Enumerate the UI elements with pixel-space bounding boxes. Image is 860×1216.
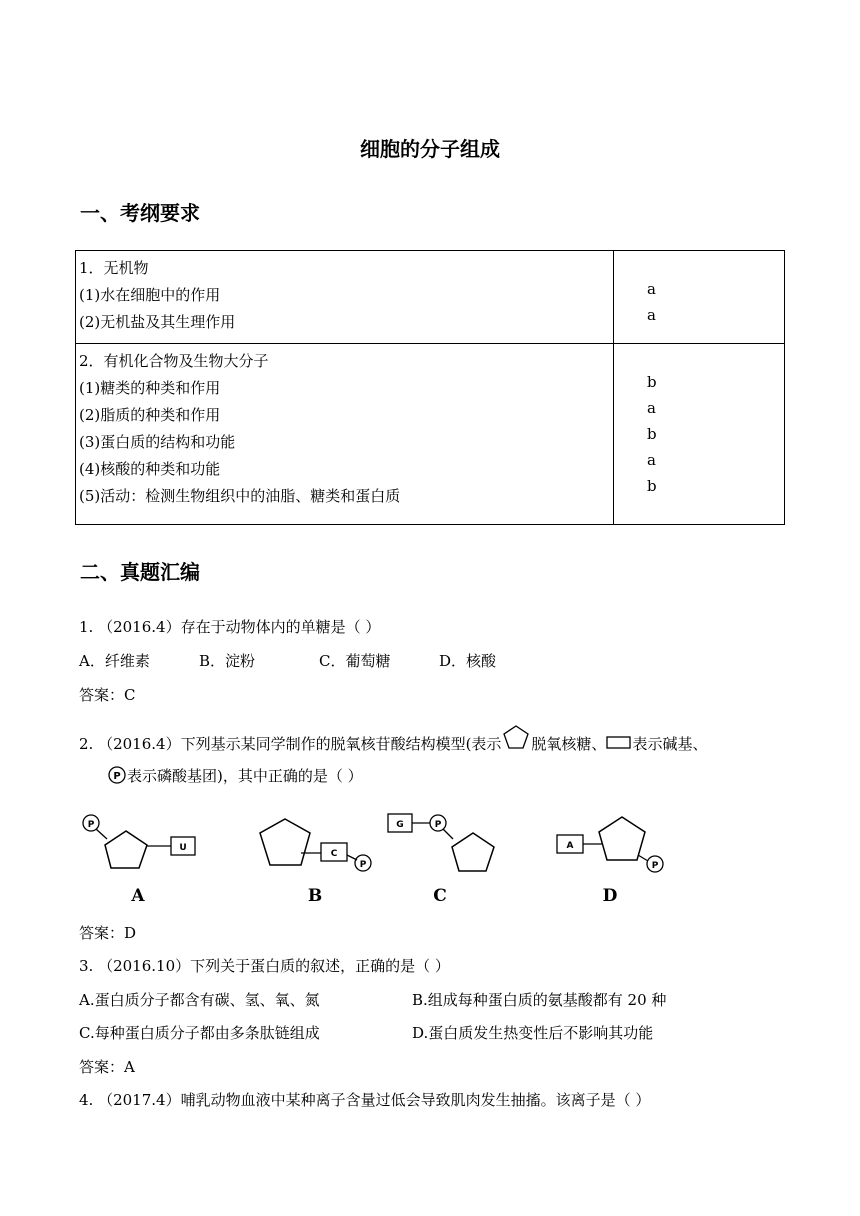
deoxyribose-pentagon-icon: [452, 833, 494, 871]
option-a: A.蛋白质分子都含有碳、氢、氧、氮: [79, 991, 320, 1009]
phosphate-circle-icon: [107, 765, 127, 785]
level-value: a: [647, 451, 656, 469]
stem-text: 脱氧核糖、: [531, 735, 607, 753]
topic-line: (2)无机盐及其生理作用: [79, 313, 236, 331]
question-3-options-row-1: [79, 989, 666, 1010]
model-label: C: [433, 886, 447, 906]
option-d: D.蛋白质发生热变性后不影响其功能: [412, 1024, 654, 1042]
phosphate-symbol: P: [359, 860, 367, 870]
question-2-answer: 答案：D: [79, 924, 137, 942]
table-cell-topics: [76, 344, 614, 525]
model-label: A: [131, 886, 145, 906]
question-3-answer: 答案：A: [79, 1058, 135, 1076]
topic-line: (1)糖类的种类和作用: [79, 379, 221, 397]
level-value: b: [647, 373, 657, 391]
model-label: B: [307, 886, 323, 906]
model-c: [388, 814, 494, 906]
deoxyribose-pentagon-icon: [599, 817, 645, 860]
stem-text: 表示磷酸基团)，其中正确的是（ ）: [127, 767, 363, 785]
level-value: a: [647, 280, 656, 298]
deoxyribose-pentagon-icon: [105, 831, 147, 868]
model-label: D: [602, 886, 618, 906]
phosphate-symbol: P: [113, 771, 121, 782]
option-c: C．葡萄糖: [319, 652, 391, 670]
question-2-stem-cont: [107, 765, 363, 786]
question-4-stem: 4. （2017.4）哺乳动物血液中某种离子含量过低会导致肌肉发生抽搐。该离子是（ ）: [79, 1091, 651, 1109]
option-d: D．核酸: [439, 652, 497, 670]
question-3-options-row-2: [79, 1022, 653, 1043]
topic-line: 1．无机物: [79, 259, 149, 277]
requirements-table: [75, 250, 785, 525]
option-b: B．淀粉: [199, 652, 256, 670]
question-2-stem: [79, 730, 707, 754]
phosphate-symbol: P: [87, 820, 95, 830]
section-heading-requirements: 一、考纲要求: [80, 201, 200, 225]
base-letter: C: [330, 849, 338, 859]
question-1-options: [79, 650, 496, 671]
document-title: 细胞的分子组成: [360, 137, 500, 161]
base-letter: G: [396, 820, 404, 830]
level-value: a: [647, 399, 656, 417]
model-d: [557, 817, 663, 906]
table-row: [76, 344, 785, 525]
base-letter: A: [566, 841, 574, 851]
nucleotide-models-figure: [75, 805, 675, 905]
topic-line: 2．有机化合物及生物大分子: [79, 352, 269, 370]
question-1-stem: 1. （2016.4）存在于动物体内的单糖是（ ）: [79, 618, 381, 636]
topic-line: (2)脂质的种类和作用: [79, 406, 221, 424]
base-letter: U: [179, 843, 187, 853]
table-cell-topics: [76, 251, 614, 344]
base-rectangle-icon: [606, 736, 632, 750]
phosphate-symbol: P: [651, 861, 659, 871]
deoxyribose-pentagon-icon: [260, 819, 310, 865]
topic-line: (1)水在细胞中的作用: [79, 286, 221, 304]
level-value: b: [647, 425, 657, 443]
topic-line: (4)核酸的种类和功能: [79, 460, 221, 478]
phosphate-symbol: P: [434, 820, 442, 830]
level-value: b: [647, 477, 657, 495]
topic-line: (5)活动：检测生物组织中的油脂、糖类和蛋白质: [79, 487, 401, 505]
option-b: B.组成每种蛋白质的氨基酸都有 20 种: [412, 991, 667, 1009]
question-1-answer: 答案：C: [79, 686, 136, 704]
stem-text: 表示碱基、: [632, 735, 708, 753]
model-a: [83, 815, 195, 906]
stem-text: 2. （2016.4）下列基示某同学制作的脱氧核苷酸结构模型(表示: [79, 735, 502, 753]
table-cell-levels: [614, 344, 785, 525]
question-3-stem: 3. （2016.10）下列关于蛋白质的叙述，正确的是（ ）: [79, 957, 450, 975]
model-b: [260, 819, 371, 906]
option-a: A．纤维素: [79, 652, 150, 670]
table-row: [76, 251, 785, 344]
table-cell-levels: [614, 251, 785, 344]
topic-line: (3)蛋白质的结构和功能: [79, 433, 236, 451]
option-c: C.每种蛋白质分子都由多条肽链组成: [79, 1024, 320, 1042]
section-heading-past-questions: 二、真题汇编: [80, 560, 200, 584]
level-value: a: [647, 306, 656, 324]
deoxyribose-pentagon-icon: [501, 730, 531, 752]
